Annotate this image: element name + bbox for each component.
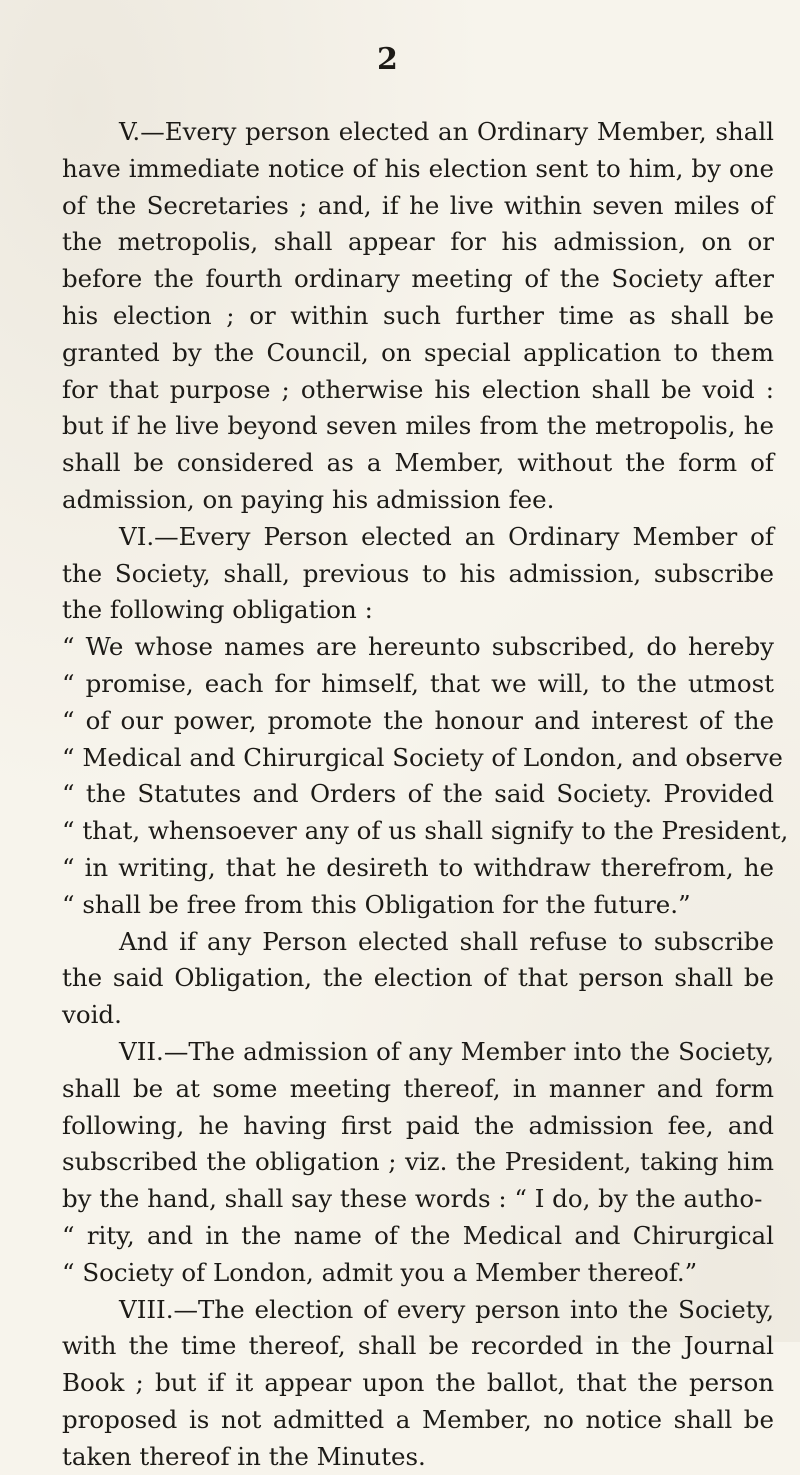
quote-line: “ rity, and in the name of the Medical and Chirurgical [62,1218,774,1255]
quote-line: “ the Statutes and Orders of the said Society. Provided [62,776,774,813]
quote-line: “ We whose names are hereunto subscribed, do hereby [62,629,774,666]
quote-line: “ in writing, that he desireth to withdraw therefrom, he [62,850,774,887]
quote-line: “ Society of London, admit you a Member thereof.” [62,1255,774,1292]
section-vi-intro: VI.—Every Person elected an Ordinary Member of the Society, shall, previous to his admission, subscribe the following obligation : [62,519,774,629]
quote-line: “ shall be free from this Obligation for the future.” [62,887,774,924]
admission-quote [62,1218,774,1292]
section-viii: VIII.—The election of every person into the Society, with the time thereof, shall be recorded in the Journal Book ; but if it appear upon the ballot, that the person proposed is not admitted a Member, no notice shall be taken thereof in the Minutes. [62,1292,774,1475]
quote-line: “ promise, each for himself, that we will, to the utmost [62,666,774,703]
quote-line: “ of our power, promote the honour and interest of the [62,703,774,740]
section-v: V.—Every person elected an Ordinary Member, shall have immediate notice of his election sent to him, by one of the Secretaries ; and, if he live within seven miles of the metropolis, shall appear for his admission, on or before the fourth ordinary meeting of the Society after his election ; or within such further time as shall be granted by the Council, on special application to them for that purpose ; otherwise his election shall be void : but if he live beyond seven miles from the metropolis, he shall be considered as a Member, without the form of admission, on paying his admission fee. [62,114,774,519]
section-vi-refusal: And if any Person elected shall refuse to subscribe the said Obligation, the election of that person shall be void. [62,924,774,1034]
quote-line: “ Medical and Chirurgical Society of London, and observe [62,740,774,777]
page-number: 2 [377,42,399,77]
section-vii: VII.—The admission of any Member into the Society, shall be at some meeting thereof, in manner and form following, he having first paid the admission fee, and subscribed the obligation ; viz. the President, taking him by the hand, shall say these words : “ I do, by the autho- [62,1034,774,1218]
obligation-quote [62,629,774,923]
quote-line: “ that, whensoever any of us shall signify to the President, [62,813,774,850]
statutes-text [62,114,774,1475]
